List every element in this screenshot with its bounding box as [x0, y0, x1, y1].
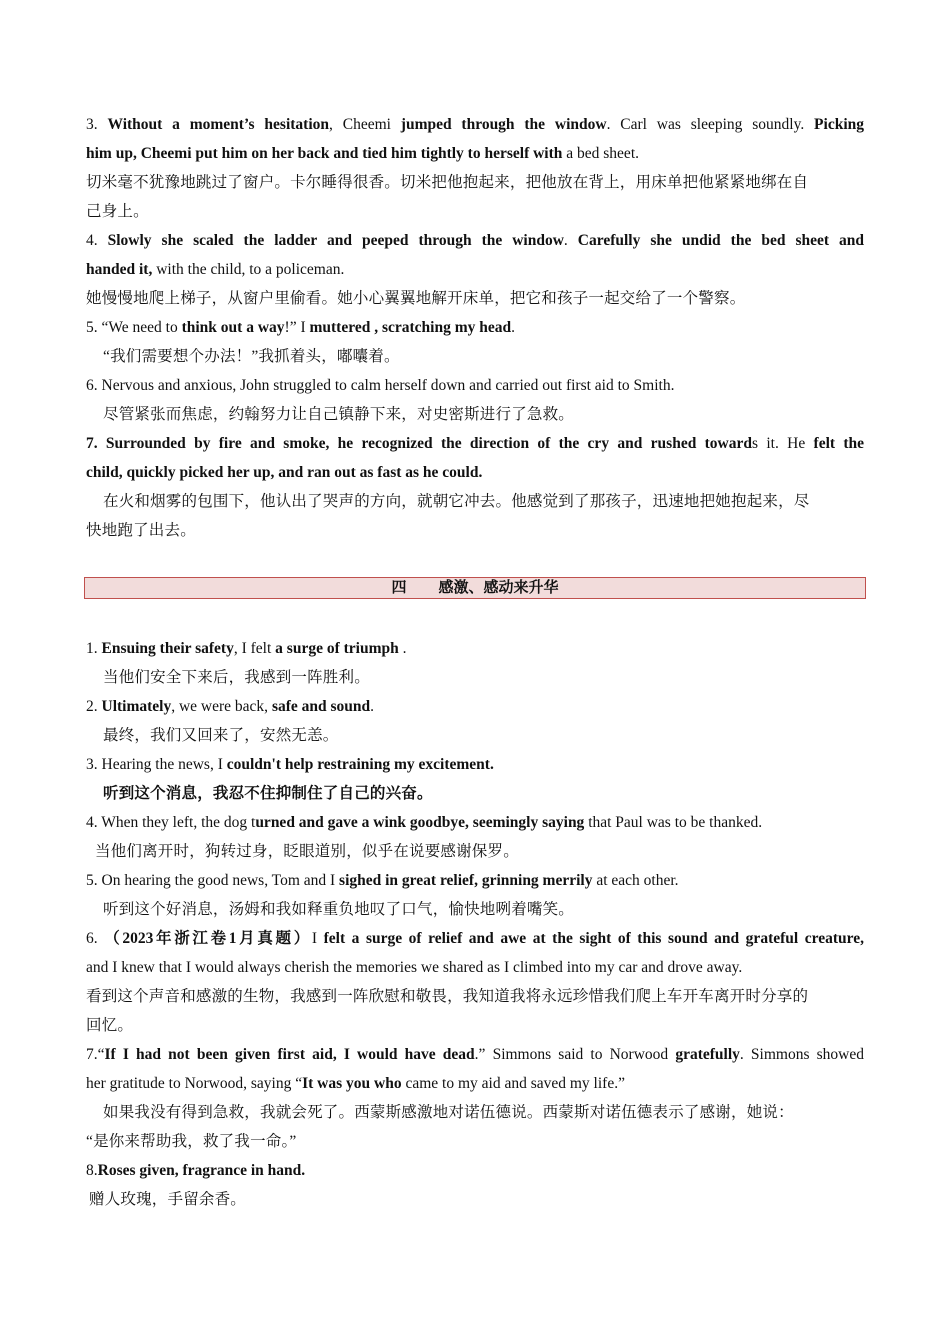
bold-phrase: handed it,: [86, 261, 153, 278]
bold-phrase: gratefully: [675, 1046, 740, 1063]
bold-phrase: Without a moment’s hesitation: [107, 116, 330, 133]
bold-phrase: felt the: [813, 435, 865, 452]
text-run: s it. He: [752, 435, 814, 452]
text-run: , Cheemi: [329, 116, 401, 133]
bold-phrase: Carefully she undid the bed sheet and: [577, 232, 865, 249]
sentence-item: [86, 313, 864, 371]
section-number: 四: [391, 580, 407, 596]
bold-phrase: Slowly she scaled the ladder and peeped through the window: [107, 232, 564, 249]
text-run: 6.: [86, 930, 105, 947]
bold-phrase: felt a surge of relief and awe at the sight of this sound and grateful creature,: [323, 930, 864, 947]
text-run: that Paul was to be thanked.: [584, 814, 763, 831]
bold-phrase: sighed in great relief, grinning merrily: [339, 872, 593, 889]
english-sentence-line: [86, 953, 864, 982]
english-sentence-line: [86, 429, 864, 458]
sentence-item: [86, 1156, 864, 1214]
sentence-item: [86, 1040, 864, 1156]
english-sentence-line: [86, 139, 864, 168]
bold-phrase: safe and sound: [271, 698, 371, 715]
chinese-translation-line: 如果我没有得到急救，我就会死了。西蒙斯感激地对诺伍德说。西蒙斯对诺伍德表示了感谢，她说：: [103, 1104, 794, 1121]
text-run: her gratitude to Norwood, saying “: [86, 1075, 303, 1092]
text-run: 8.: [86, 1162, 98, 1179]
chinese-translation-line: 听到这个好消息，汤姆和我如释重负地叹了口气，愉快地咧着嘴笑。: [103, 901, 575, 918]
chinese-translation-line: 己身上。: [86, 203, 149, 220]
section-title: 感激、感动来升华: [438, 580, 559, 596]
text-run: .: [563, 232, 578, 249]
english-sentence-line: [86, 110, 864, 139]
sentence-item: [86, 634, 864, 692]
english-sentence-line: [86, 634, 864, 663]
english-sentence-line: [86, 750, 864, 779]
text-run: . Carl was sleeping soundly.: [606, 116, 815, 133]
chinese-translation-line: “是你来帮助我，救了我一命。”: [86, 1133, 297, 1150]
text-run: .” Simmons said to Norwood: [474, 1046, 676, 1063]
sentence-item: [86, 808, 864, 866]
bold-phrase: It was you who: [302, 1075, 402, 1092]
english-sentence-line: [86, 808, 864, 837]
chinese-translation-line: 在火和烟雾的包围下，他认出了哭声的方向，就朝它冲去。他感觉到了那孩子，迅速地把她抱起来，尽: [103, 493, 810, 510]
text-run: 1.: [86, 640, 102, 657]
bold-phrase: think out a way: [181, 319, 285, 336]
text-run: 2.: [86, 698, 102, 715]
sentence-item: [86, 866, 864, 924]
english-sentence-line: [86, 226, 864, 255]
bold-phrase: couldn't help restraining my excitement.: [226, 756, 494, 773]
bold-phrase: a surge of triumph: [275, 640, 399, 657]
chinese-translation-line: 快地跑了出去。: [86, 522, 196, 539]
chinese-translation-line: “我们需要想个办法！”我抓着头，嘟囔着。: [103, 348, 400, 365]
sentence-item: [86, 226, 864, 313]
sentence-item: [86, 429, 864, 545]
english-sentence-line: [86, 866, 864, 895]
english-sentence-line: [86, 1040, 864, 1069]
english-sentence-line: [86, 458, 864, 487]
text-run: 4.: [86, 232, 108, 249]
chinese-translation-line: 听到这个消息，我忍不住抑制住了自己的兴奋。: [103, 785, 433, 802]
text-run: a bed sheet.: [562, 145, 639, 162]
sentence-item: [86, 692, 864, 750]
text-run: , I felt: [233, 640, 276, 657]
text-run: .: [398, 640, 407, 657]
chinese-translation-line: 看到这个声音和感激的生物，我感到一阵欣慰和敬畏，我知道我将永远珍惜我们爬上车开车离开时分享的: [86, 988, 809, 1005]
chinese-translation-line: 切米毫不犹豫地跳过了窗户。卡尔睡得很香。切米把他抱起来，把他放在背上，用床单把他紧紧地绑在自: [86, 174, 809, 191]
text-run: , we were back,: [171, 698, 272, 715]
sentence-list-section-3: [86, 110, 864, 545]
text-run: .: [370, 698, 375, 715]
text-run: came to my aid and saved my life.”: [401, 1075, 625, 1092]
bold-phrase: Ensuing their safety: [101, 640, 234, 657]
bold-phrase: Roses given, fragrance in hand.: [97, 1162, 306, 1179]
text-run: .: [511, 319, 515, 336]
sentence-item: [86, 750, 864, 808]
text-run: 5. On hearing the good news, Tom and I: [86, 872, 340, 889]
bold-phrase: Picking: [814, 116, 864, 133]
text-run: 3. Hearing the news, I: [86, 756, 227, 773]
sentence-list-section-4: [86, 634, 864, 1214]
sentence-item: [86, 371, 864, 429]
english-sentence-line: [86, 255, 864, 284]
english-sentence-line: [86, 371, 864, 400]
sentence-item: [86, 110, 864, 226]
chinese-translation-line: 当他们安全下来后，我感到一阵胜利。: [103, 669, 370, 686]
text-run: 6. Nervous and anxious, John struggled to calm herself down and carried out first aid to Smith.: [86, 377, 675, 394]
text-run: 4. When they left, the dog t: [86, 814, 256, 831]
text-run: with the child, to a policeman.: [152, 261, 345, 278]
sentence-item: [86, 924, 864, 1040]
english-sentence-line: [86, 1069, 864, 1098]
chinese-translation-line: 回忆。: [86, 1017, 134, 1034]
chinese-translation-line: 当他们离开时，狗转过身，眨眼道别，似乎在说要感谢保罗。: [95, 843, 519, 860]
section-header: [84, 577, 866, 599]
bold-phrase: 7. Surrounded by fire and smoke, he recognized the direction of the cry and rushed toward: [86, 435, 752, 452]
bold-phrase: muttered , scratching my head: [309, 319, 512, 336]
chinese-translation-line: 尽管紧张而焦虑，约翰努力让自己镇静下来，对史密斯进行了急救。: [103, 406, 575, 423]
bold-phrase: Ultimately: [101, 698, 172, 715]
text-run: 3.: [86, 116, 108, 133]
text-run: 7.“: [86, 1046, 105, 1063]
bold-phrase: him up, Cheemi put him on her back and tied him tightly to herself with: [86, 145, 563, 162]
chinese-translation-line: 她慢慢地爬上梯子，从窗户里偷看。她小心翼翼地解开床单，把它和孩子一起交给了一个警察。: [86, 290, 746, 307]
english-sentence-line: [86, 1156, 864, 1185]
text-run: 5. “We need to: [86, 319, 182, 336]
english-sentence-line: [86, 313, 864, 342]
text-run: and I knew that I would always cherish the memories we shared as I climbed into my car and drove away.: [86, 959, 743, 976]
bold-phrase: urned and gave a wink goodbye, seemingly saying: [255, 814, 585, 831]
text-run: !” I: [284, 319, 310, 336]
bold-phrase: （2023年浙江卷1月真题）: [104, 930, 312, 947]
english-sentence-line: [86, 692, 864, 721]
text-run: . Simmons showed: [739, 1046, 864, 1063]
text-run: at each other.: [592, 872, 679, 889]
chinese-translation-line: 赠人玫瑰，手留余香。: [89, 1191, 247, 1208]
text-run: I: [311, 930, 324, 947]
bold-phrase: jumped through the window: [400, 116, 607, 133]
bold-phrase: If I had not been given first aid, I would have dead: [104, 1046, 475, 1063]
bold-phrase: child, quickly picked her up, and ran out as fast as he could.: [86, 464, 483, 481]
chinese-translation-line: 最终，我们又回来了，安然无恙。: [103, 727, 339, 744]
english-sentence-line: [86, 924, 864, 953]
